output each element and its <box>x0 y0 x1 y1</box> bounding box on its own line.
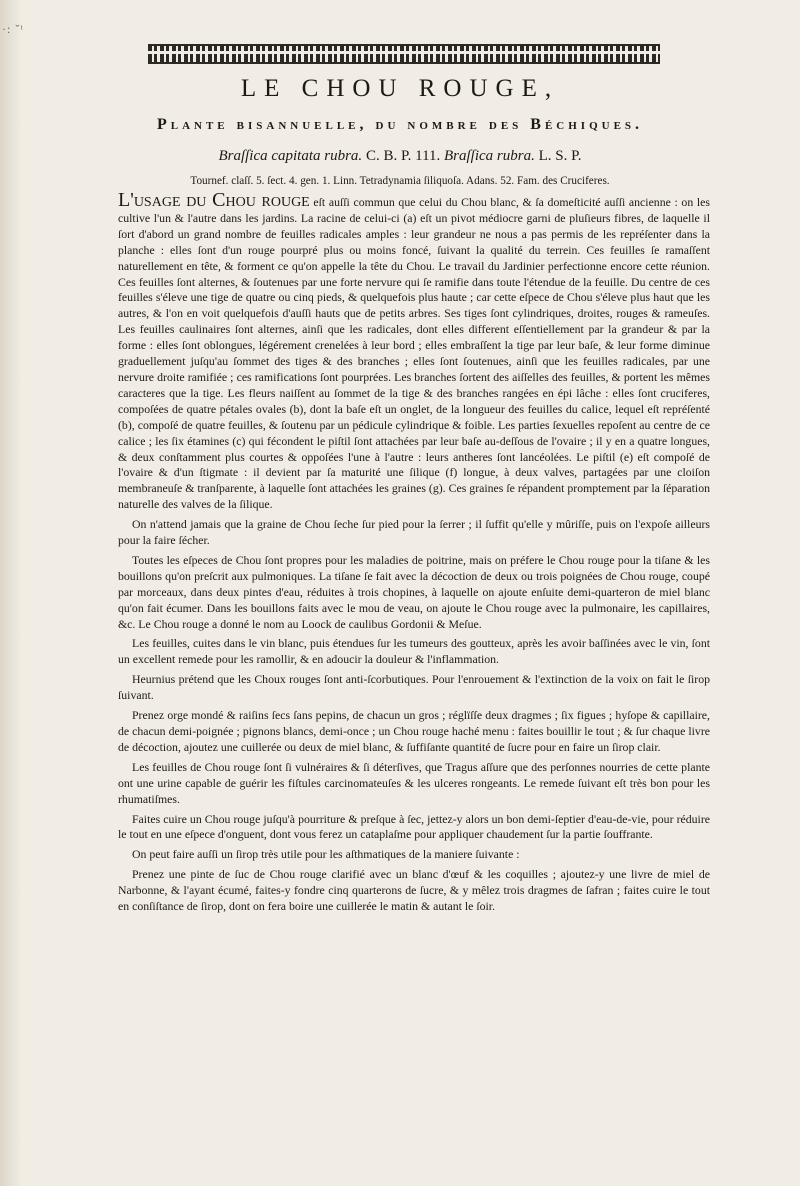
paragraph: Prenez orge mondé & raiſins ſecs ſans pepins, de chacun un gros ; réglïſſe deux dragmes ; ſix figues ; hyſope & capillaire, de chacun demi-poignée ; pignons blancs, demi-once ; un Chou rouge haché menu : faites bouillir le tout ; & ſur chaque livre de décoction, ajoutez une cuillerée ou deux de miel blanc, & ſuffiſante quantité de ſucre pour en faire un ſirop clair. <box>118 708 710 754</box>
page-title: LE CHOU ROUGE, <box>240 75 560 102</box>
synonymy-ref-1: C. B. P. 111. <box>362 148 445 164</box>
paragraph: On peut faire auſſi un ſirop très utile pour les aſthmatiques de la maniere ſuivante : <box>132 847 520 862</box>
paragraph <box>118 189 710 513</box>
body-text <box>118 189 710 919</box>
synonymy <box>0 148 800 165</box>
paragraph: Les feuilles, cuites dans le vin blanc, puis étendues ſur les tumeurs des goutteux, après les avoir baſſinées avec le vin, ſont un excellent remede pour les ramollir, & en adoucir la douleur & l'inflammation. <box>118 636 710 667</box>
paragraph: On n'attend jamais que la graine de Chou ſeche ſur pied pour la ſerrer ; il ſuffit qu'elle y mûriſſe, puis on l'expoſe ailleurs pour la faire ſécher. <box>118 517 710 548</box>
paragraph: Heurnius prétend que les Choux rouges ſont anti-ſcorbutiques. Pour l'enrouement & l'extinction de la voix on fait le ſirop ſuivant. <box>118 672 710 703</box>
paragraph: Prenez une pinte de ſuc de Chou rouge clarifié avec un blanc d'œuf & les coquilles ; ajoutez-y une livre de miel de Narbonne, & l'ayant écumé, faites-y fondre cinq quarterons de ſucre, & y mêlez trois dragmes de ſafran ; faites cuire le tout en conſiſtance de ſirop, dont on fera boire une cuillerée le matin & autant le ſoir. <box>118 867 710 914</box>
dropcap-lead: L'usage du Chou rouge <box>118 189 310 211</box>
page-subtitle: Plante bisannuelle, du nombre des Béchiques. <box>156 116 644 133</box>
margin-marks: ·: ˇᵗ <box>2 22 24 36</box>
synonymy-name-1: Braſſica capitata rubra. <box>218 148 363 164</box>
synonymy-name-2: Braſſica rubra. <box>444 148 535 164</box>
paragraph: Les feuilles de Chou rouge ſont ſi vulnéraires & ſi déterſives, que Tragus aſſure que des perſonnes nourries de cette plante ont une urine capable de guérir les fiſtules carcinomateuſes & les ulceres rongeants. Le remede ſuivant eſt très bon pour les rhumatiſmes. <box>118 759 710 806</box>
paragraph: Toutes les eſpeces de Chou ſont propres pour les maladies de poitrine, mais on préfere le Chou rouge pour la tiſane & les bouillons qu'on preſcrit aux pulmoniques. La tiſane ſe fait avec la décoction de deux ou trois poignées de Chou rouge, coupé par morceaux, dans deux pintes d'eau, réduites à trois chopines, à laquelle on ajoute enſuite demi-quarteron de miel blanc qu'on fait écumer. Dans les bouillons faits avec le mou de veau, on ajoute le Chou rouge avec la pulmonaire, les capillaires, &c. Le Chou rouge a donné le nom au Loock de caulibus Gordonii & Meſue. <box>118 552 710 631</box>
header-ornament <box>148 44 660 64</box>
paragraph-text: eſt auſſi commun que celui du Chou blanc, & ſa domeſticité auſſi ancienne : on les cultive l'un & l'autre dans les jardins. La racine de celui-ci (a) eſt un pivot médiocre garni de pluſieurs fibres, de laquelle il ſort d'abord un grand nombre de feuilles radicales amples : leur grandeur ne nous a pas permis de les repréſenter dans la planche : elles ſont d'un rouge pourpré plus ou moins foncé, ſuivant la qualité du terrein. Ces feuilles ſe ramaſſent naturellement en tête, & forment ce qu'on appelle la tête du Chou. Le travail du Jardinier perfectionne encore cette réunion. Ces feuilles ſont alternes, & ſoutenues par une forte nervure qui ſe ramifie dans toute l'étendue de la feuille. Du centre de ces feuilles s'éleve une tige de quatre ou cinq pieds, & quelquefois plus haute ; car cette eſpece de Chou s'éleve plus haut que les autres, & l'on en voit quelquefois d'auſſi hauts que de petits arbres. Ses tiges ſont cylindriques, droites, rouges & rameuſes. Les feuilles caulinaires ſont alternes, ainſi que les radicales, dont elles different eſſentiellement par la grandeur & par la forme : elles ſont oblongues, légérement crenelées à leur bord ; elles embraſſent la tige par leur baſe, & leur forme diminue graduellement juſqu'au ſommet des tiges & des branches ; elles ſont ſoutenues, ainſi que les feuilles radicales, par une nervure droite ramifiée ; ces ramifications ſont pourprées. Les branches ſortent des aiſſelles des feuilles, & portent les mêmes caracteres que la tige. Les fleurs naiſſent au ſommet de la tige & des branches rangées en épi lâche : elles ſont cruciferes, compoſées de quatre pétales ovales (b), dont la baſe eſt un onglet, de la longueur des feuilles du calice, lequel eſt repréſenté (b), compoſé de quatre feuilles, & ſoutenu par un pédicule cylindrique & foible. Les parties ſexuelles repoſent au centre de ce calice ; les ſix étamines (c) qui fécondent le piſtil ſont attachées par leur baſe au-deſſous de l'ovaire ; il y en a quatre longues, & deux conſtamment plus courtes & oppoſées l'une à l'autre : leurs antheres ſont lancéolées. Le piſtil (e) eſt compoſé de l'ovaire & d'un ſtigmate : il devient par ſa maturité une ſilique (f) longue, à deux valves, partagées par une cloiſon membraneuſe & tranſparente, à laquelle ſont attachées les graines (g). Ces graines ſe répandent promptement par la ſéparation naturelle des valves de la ſilique. <box>118 195 710 512</box>
paragraph: Faites cuire un Chou rouge juſqu'à pourriture & preſque à ſec, jettez-y alors un bon demi-ſeptier d'eau-de-vie, pour réduire le tout en une eſpece d'onguent, dont vous ferez un cataplaſme pour appliquer chaudement ſur la partie ſouffrante. <box>118 811 710 842</box>
synonymy-ref-2: L. S. P. <box>534 148 582 164</box>
classification: Tournef. claſſ. 5. ſect. 4. gen. 1. Linn. Tetradynamia ſiliquoſa. Adans. 52. Fam. des Cruciferes. <box>190 175 610 187</box>
